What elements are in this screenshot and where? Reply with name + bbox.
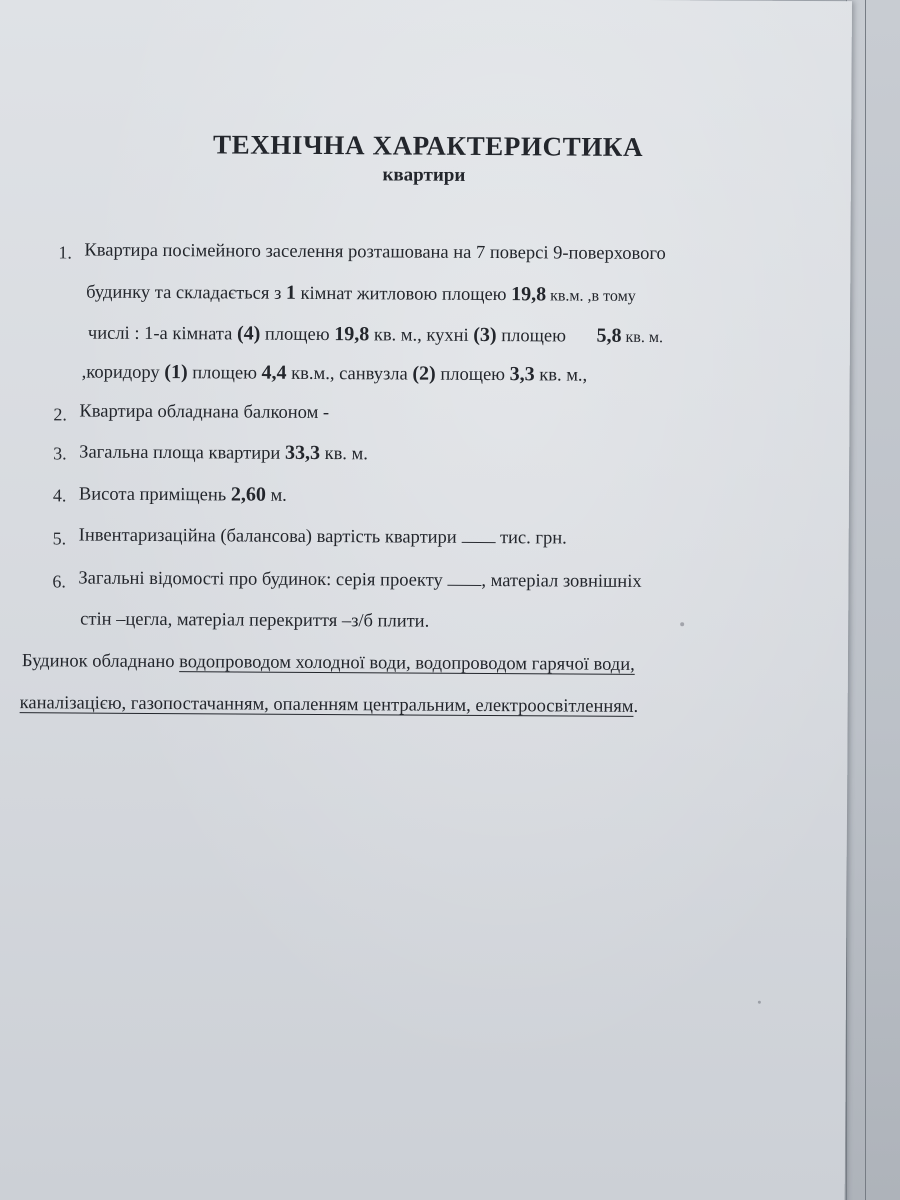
item-6-line-1 — [78, 569, 641, 593]
kitchen-label: (3) — [473, 323, 497, 347]
total-area: 33,3 — [284, 441, 321, 464]
item-6-line-2 — [80, 610, 429, 633]
corridor-area: 4,4 — [261, 361, 287, 384]
item-1-text: кв. м., — [534, 365, 588, 386]
item-3-line — [79, 441, 368, 466]
document-subtitle: квартири — [382, 164, 466, 186]
item-6-text: Загальні відомості про будинок: серія проекту — [78, 568, 448, 591]
item-1-line-2 — [86, 281, 636, 307]
bathroom-label: (2) — [412, 362, 436, 385]
item-1-line-4 — [82, 361, 588, 387]
utilities-list: каналізацією, газопостачанням, опаленням центральним, електроосвітленням — [19, 693, 634, 717]
item-1-text: кімнат житловою площею — [295, 283, 512, 306]
item-1-text: площею — [187, 363, 262, 384]
paper-speck — [680, 622, 684, 626]
item-5-text: тис. грн. — [495, 528, 567, 549]
item-1-text: площею — [260, 324, 335, 346]
living-area: 19,8 — [511, 283, 547, 306]
item-1-text: числі : 1-а кімната — [87, 323, 238, 345]
item-6-text: стін –цегла, матеріал перекриття –з/б плити. — [80, 609, 430, 632]
item-4-line — [79, 483, 287, 507]
corridor-label: (1) — [164, 361, 188, 384]
utilities-line-2 — [20, 693, 639, 718]
paper-speck — [758, 1001, 761, 1004]
item-1-text: площею — [435, 364, 510, 386]
item-1-text: будинку та складається з — [86, 282, 287, 304]
document-title: ТЕХНІЧНА ХАРАКТЕРИСТИКА — [212, 129, 644, 162]
item-1-line-3 — [88, 322, 663, 349]
item-5-number: 5. — [52, 528, 67, 549]
item-3-text: кв. м. — [319, 444, 368, 465]
item-1-text: кв.м., санвузла — [286, 363, 413, 385]
item-1-number: 1. — [58, 242, 72, 263]
item-6-number: 6. — [52, 571, 66, 592]
item-1-text: площею — [496, 326, 571, 347]
utilities-end: . — [633, 696, 639, 717]
item-3-number: 3. — [53, 443, 67, 464]
item-6-text: , матеріал зовнішніх — [481, 570, 642, 592]
sheet-edge-line — [865, 0, 866, 1200]
kitchen-area: 5,8 — [596, 324, 622, 347]
item-5-text: Інвентаризаційна (балансова) вартість квартири — [78, 525, 462, 548]
item-1-line-1 — [84, 241, 665, 266]
item-1-text: ,коридору — [81, 362, 165, 384]
utilities-lead: Будинок обладнано — [21, 651, 180, 673]
value-blank — [461, 528, 495, 543]
item-4-number: 4. — [52, 485, 67, 506]
item-3-text: Загальна площа квартири — [79, 442, 286, 464]
item-2-text: Квартира обладнана балконом - — [79, 401, 330, 424]
rooms-count: 1 — [285, 281, 297, 304]
item-2-line — [79, 402, 329, 425]
item-1-text: кв.м. ,в тому — [546, 287, 636, 305]
item-1-text: Квартира посімейного заселення розташована на 7 поверсі 9-поверхового — [84, 240, 666, 265]
series-blank — [447, 571, 481, 586]
item-2-number: 2. — [53, 404, 68, 425]
background-sheet — [846, 0, 900, 1200]
bathroom-area: 3,3 — [509, 363, 535, 386]
item-1-text: кв. м. — [621, 328, 664, 347]
room-area: 19,8 — [334, 323, 370, 346]
utilities-line-1 — [22, 651, 635, 676]
utilities-list: водопроводом холодної води, водопроводом гарячої води, — [179, 652, 635, 675]
room-label: (4) — [236, 322, 261, 345]
item-5-line — [79, 526, 567, 550]
item-1-text: кв. м., кухні — [369, 325, 474, 346]
ceiling-height: 2,60 — [230, 483, 266, 506]
item-4-text: Висота приміщень — [78, 484, 231, 506]
item-4-text: м. — [265, 485, 287, 506]
